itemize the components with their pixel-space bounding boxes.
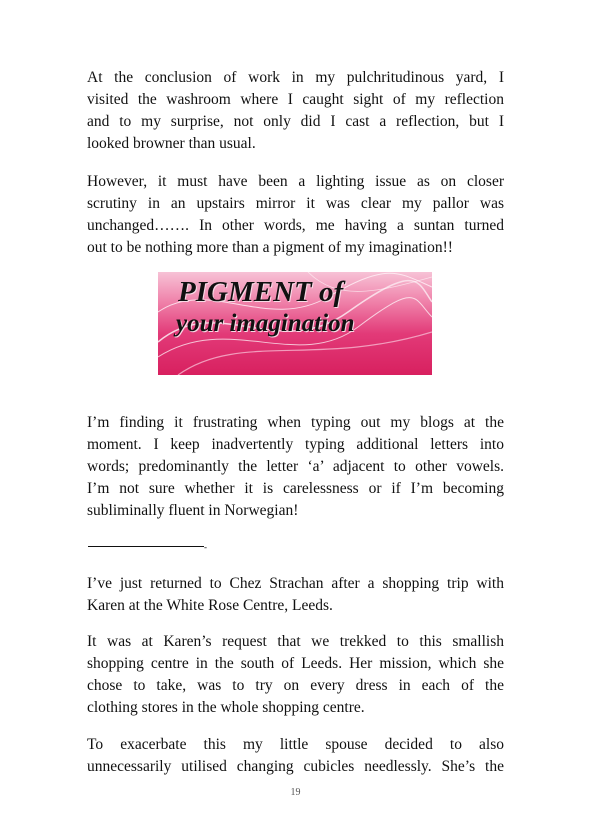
text-line: and to my surprise, not only did I cast a reflection, but I	[87, 113, 504, 130]
text-line: However, it must have been a lighting issue as on closer	[87, 173, 504, 190]
text-line: looked browner than usual.	[87, 135, 256, 152]
banner-title: PIGMENT of	[178, 276, 344, 308]
text-line: words; predominantly the letter ‘a’ adjacent to other vowels.	[87, 458, 504, 475]
text-line: I’m not sure whether it is carelessness or if I’m becoming	[87, 480, 504, 497]
pigment-banner-image	[158, 272, 432, 375]
text-line: shopping centre in the south of Leeds. Her mission, which she	[87, 655, 504, 672]
text-line: I’ve just returned to Chez Strachan after a shopping trip with	[87, 575, 504, 592]
text-line: out to be nothing more than a pigment of my imagination!!	[87, 239, 453, 256]
text-line: chose to take, was to try on every dress in each of the	[87, 677, 504, 694]
divider-mark: -	[204, 542, 207, 552]
paragraph-lighting	[87, 171, 504, 259]
page-number: 19	[290, 787, 301, 798]
text-line: clothing stores in the whole shopping centre.	[87, 699, 365, 716]
text-line: subliminally fluent in Norwegian!	[87, 502, 299, 519]
text-line: unchanged……. In other words, me having a suntan turned	[87, 217, 504, 234]
section-divider	[88, 546, 204, 547]
text-line: scrutiny in an upstairs mirror it was clear my pallor was	[87, 195, 504, 212]
text-line: I’m finding it frustrating when typing out my blogs at the	[87, 414, 504, 431]
text-line: To exacerbate this my little spouse decided to also	[87, 736, 504, 753]
paragraph-reflection	[87, 67, 504, 155]
paragraph-cubicles	[87, 734, 504, 778]
text-line: unnecessarily utilised changing cubicles needlessly. She’s the	[87, 758, 504, 775]
paragraph-mission	[87, 631, 504, 719]
text-line: visited the washroom where I caught sight of my reflection	[87, 91, 504, 108]
text-line: It was at Karen’s request that we trekked to this smallish	[87, 633, 504, 650]
banner-subtitle: your imagination	[176, 310, 355, 337]
text-line: moment. I keep inadvertently typing additional letters into	[87, 436, 504, 453]
paragraph-shopping-trip	[87, 573, 504, 617]
paragraph-typing	[87, 412, 504, 522]
text-line: At the conclusion of work in my pulchritudinous yard, I	[87, 69, 504, 86]
text-line: Karen at the White Rose Centre, Leeds.	[87, 597, 333, 614]
